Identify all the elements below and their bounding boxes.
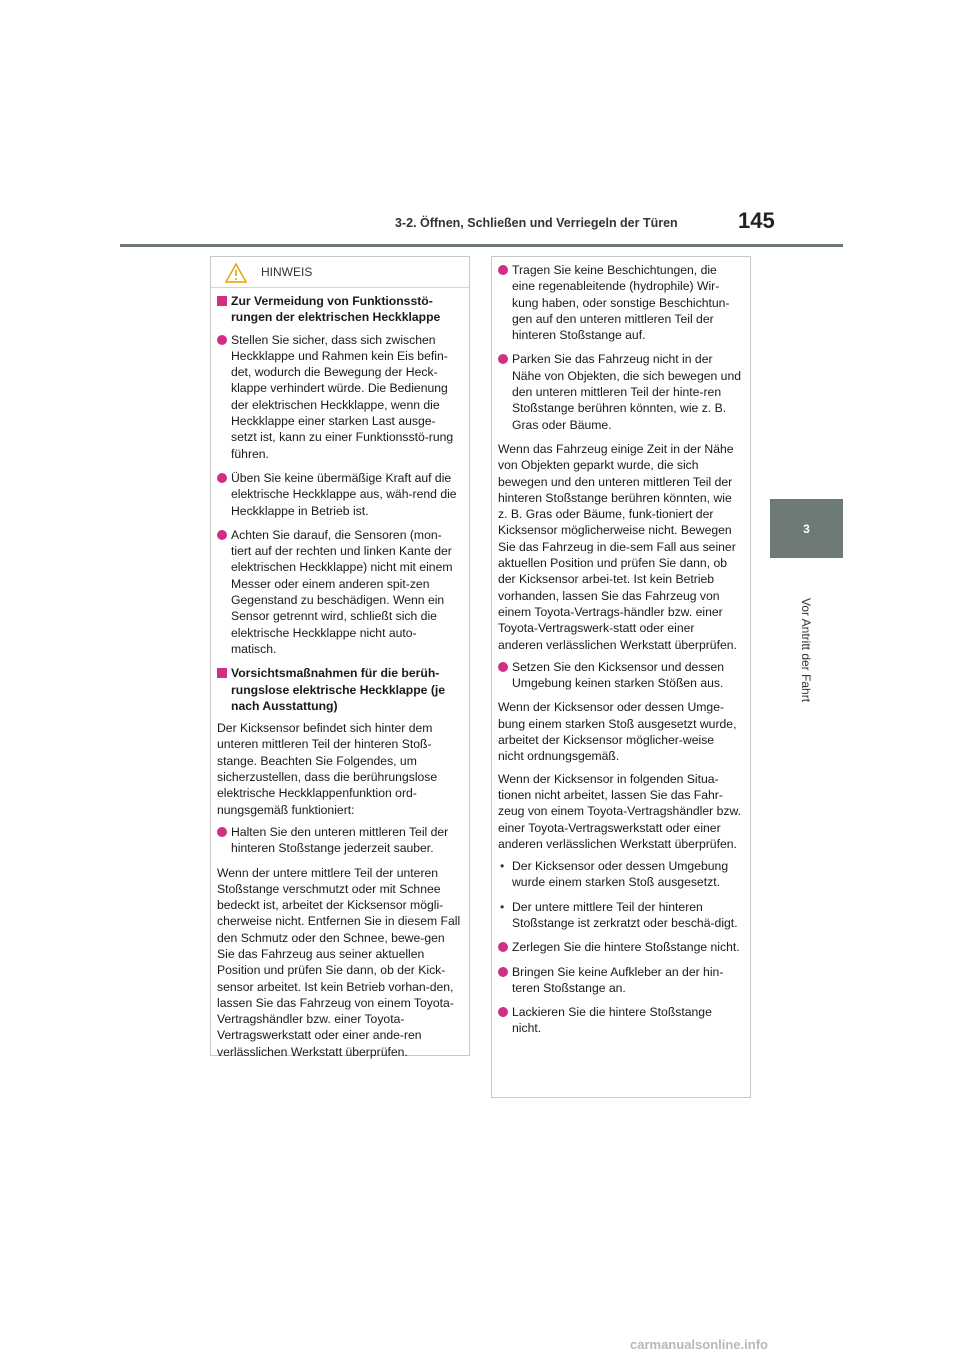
header-rule — [120, 244, 843, 247]
notice-label: HINWEIS — [261, 265, 313, 279]
paragraph: Wenn das Fahrzeug einige Zeit in der Nähe von Objekten geparkt wurde, die sich bewegen und den unteren mittleren Teil der hinteren Stoßstange berühren könnten, wie z. B. Gras oder Bäume, funk-tioniert der Kicksensor möglicherweise nicht. Bewegen Sie das Fahrzeug in die-sem Fall aus seiner aktuellen Position und prüfen Sie dann, ob der Kicksensor arbei-tet. Ist kein Betrieb vorhanden, lassen Sie das Fahrzeug von einem Toyota-Vertrags-händler bzw. einer Toyota-Vertragswerk-statt oder einer anderen verlässlichen Werkstatt überprüfen. — [498, 441, 737, 652]
page-number: 145 — [738, 208, 775, 233]
notice-content-left — [217, 293, 461, 1066]
paragraph: Wenn der Kicksensor oder dessen Umge-bung einem starken Stoß ausgesetzt wurde, arbeitet der Kicksensor möglicher-weise nicht ordnungsgemäß. — [498, 700, 737, 764]
watermark: carmanualsonline.info — [630, 1337, 768, 1352]
bullet-item: Zerlegen Sie die hintere Stoßstange nicht. — [498, 939, 742, 955]
section-title: 3-2. Öffnen, Schließen und Verriegeln der Türen — [395, 216, 678, 230]
paragraph: Der Kicksensor befindet sich hinter dem unteren mittleren Teil der hinteren Stoß-stange. Beachten Sie Folgendes, um sicherzustellen, dass die berührungslose elektrische Heckklappenfunktion ord-nungsgemäß funktioniert: — [217, 721, 438, 817]
chapter-tab-number: 3 — [803, 521, 810, 536]
chapter-tab[interactable] — [770, 499, 843, 558]
chapter-label — [760, 590, 852, 710]
warning-triangle-icon — [225, 263, 247, 283]
notice-content-right — [498, 262, 742, 1045]
dot-item: • Der untere mittlere Teil der hinteren Stoßstange ist zerkratzt oder beschä-digt. — [498, 899, 742, 932]
bullet-item: Tragen Sie keine Beschichtungen, die eine regenableitende (hydrophile) Wir-kung haben, oder sonstige Beschichtun-gen auf den unteren mittleren Teil der hinteren Stoßstange auf. — [498, 262, 742, 343]
chapter-label-text: Vor Antritt der Fahrt — [799, 597, 814, 703]
dot-item: • Der Kicksensor oder dessen Umgebung wurde einem starken Stoß ausgesetzt. — [498, 858, 742, 891]
bullet-item: Parken Sie das Fahrzeug nicht in der Nähe von Objekten, die sich bewegen und den unteren mittleren Teil der hinte-ren Stoßstange berühren könnten, wie z. B. Gras oder Bäume. — [498, 351, 742, 432]
notice-header — [211, 257, 469, 288]
notice-box-right — [491, 256, 751, 1098]
section-heading: Zur Vermeidung von Funktionsstö-rungen der elektrischen Heckklappe — [217, 293, 461, 326]
bullet-item: Setzen Sie den Kicksensor und dessen Umgebung keinen starken Stößen aus. — [498, 659, 742, 692]
bullet-item: Achten Sie darauf, die Sensoren (mon-tiert auf der rechten und linken Kante der elektrischen Heckklappe) nicht mit einem Messer oder einem anderen spit-zen Gegenstand zu beschädigen. Wenn ein Sensor getrennt wird, schließt sich die elektrische Heckklappe nicht auto-matisch. — [217, 527, 461, 657]
notice-box-left — [210, 256, 470, 1059]
bullet-item: Bringen Sie keine Aufkleber an der hin-teren Stoßstange an. — [498, 964, 742, 997]
bullet-item: Stellen Sie sicher, dass sich zwischen Heckklappe und Rahmen kein Eis befin-det, wodurch die Bewegung der Heck-klappe verhindert würde. Die Bedienung der elektrischen Heckklappe, wenn die Heckklappe einer starken Last ausge-setzt ist, kann zu einer Funktionsstö-rung führen. — [217, 332, 461, 462]
bullet-item: Üben Sie keine übermäßige Kraft auf die elektrische Heckklappe aus, wäh-rend die Heckklappe in Betrieb ist. — [217, 470, 461, 519]
paragraph: Wenn der Kicksensor in folgenden Situa-tionen nicht arbeitet, lassen Sie das Fahr-zeug von einem Toyota-Vertragshändler bzw. einer Toyota-Vertragswerkstatt oder einer anderen verlässlichen Werkstatt überprüfen. — [498, 771, 741, 851]
bullet-item: Lackieren Sie die hintere Stoßstange nicht. — [498, 1004, 742, 1037]
bullet-item: Halten Sie den unteren mittleren Teil der hinteren Stoßstange jederzeit sauber. — [217, 824, 461, 857]
paragraph: Wenn der untere mittlere Teil der unteren Stoßstange verschmutzt oder mit Schnee bedeckt ist, arbeitet der Kicksensor mögli-cherweise nicht. Entfernen Sie in diesem Fall den Schmutz oder den Schnee, bewe-gen Sie das Fahrzeug aus seiner aktuellen Position und prüfen Sie dann, ob der Kick-sensor arbeitet. Ist kein Betrieb vorhan-den, lassen Sie das Fahrzeug von einem Toyota-Vertragshändler bzw. einer Toyota-Vertragswerkstatt oder einer ande-ren verlässlichen Werkstatt überprüfen. — [217, 865, 461, 1059]
section-heading: Vorsichtsmaßnahmen für die berüh-rungslose elektrische Heckklappe (je nach Ausstattung) — [217, 665, 461, 714]
